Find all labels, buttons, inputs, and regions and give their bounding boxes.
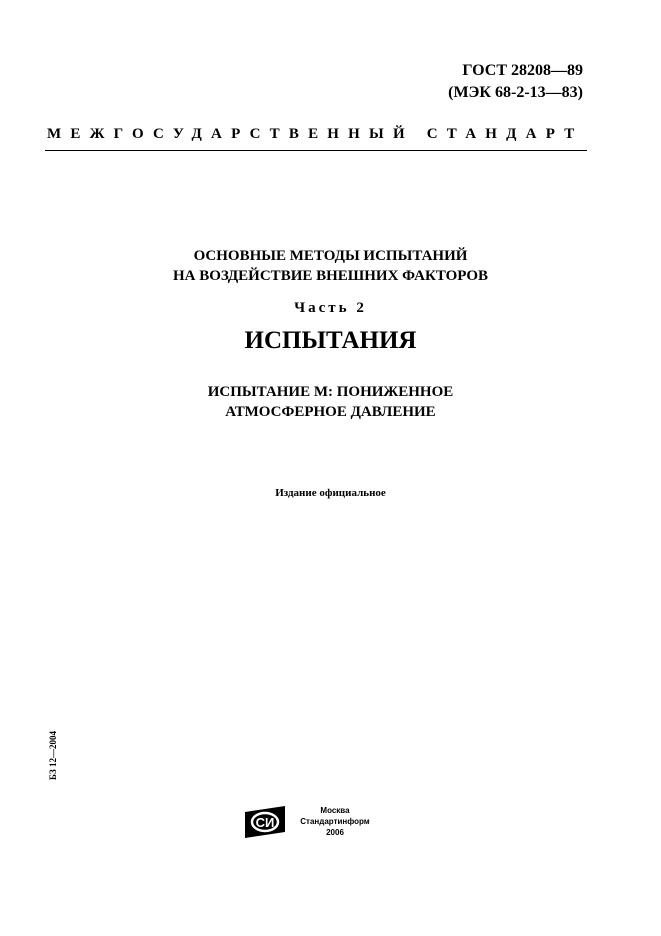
test-title: [0, 382, 661, 422]
publisher-name: Стандартинформ: [300, 817, 370, 826]
edition-label: Издание официальное: [275, 487, 386, 499]
gost-number: ГОСТ 28208—89: [462, 62, 583, 79]
publisher-year: 2006: [326, 828, 344, 837]
part-title: ИСПЫТАНИЯ: [244, 327, 417, 354]
part-label: Часть 2: [294, 300, 367, 316]
publisher-info: [296, 805, 374, 838]
divider: [45, 150, 587, 151]
title: [0, 246, 661, 286]
side-code: БЗ 12—2004: [48, 731, 58, 780]
publisher-logo: [245, 806, 289, 838]
test-title-line: ИСПЫТАНИЕ М: ПОНИЖЕННОЕ: [207, 384, 454, 400]
title-line: ОСНОВНЫЕ МЕТОДЫ ИСПЫТАНИЙ: [193, 248, 468, 264]
title-line: НА ВОЗДЕЙСТВИЕ ВНЕШНИХ ФАКТОРОВ: [172, 268, 489, 284]
publisher-city: Москва: [320, 806, 350, 815]
iec-number: (МЭК 68-2-13—83): [448, 84, 583, 101]
standard-type: МЕЖГОСУДАРСТВЕННЫЙ СТАНДАРТ: [47, 126, 584, 142]
test-title-line: АТМОСФЕРНОЕ ДАВЛЕНИЕ: [225, 404, 436, 420]
standard-number: [448, 60, 583, 104]
svg-text:СИ: СИ: [255, 815, 275, 830]
